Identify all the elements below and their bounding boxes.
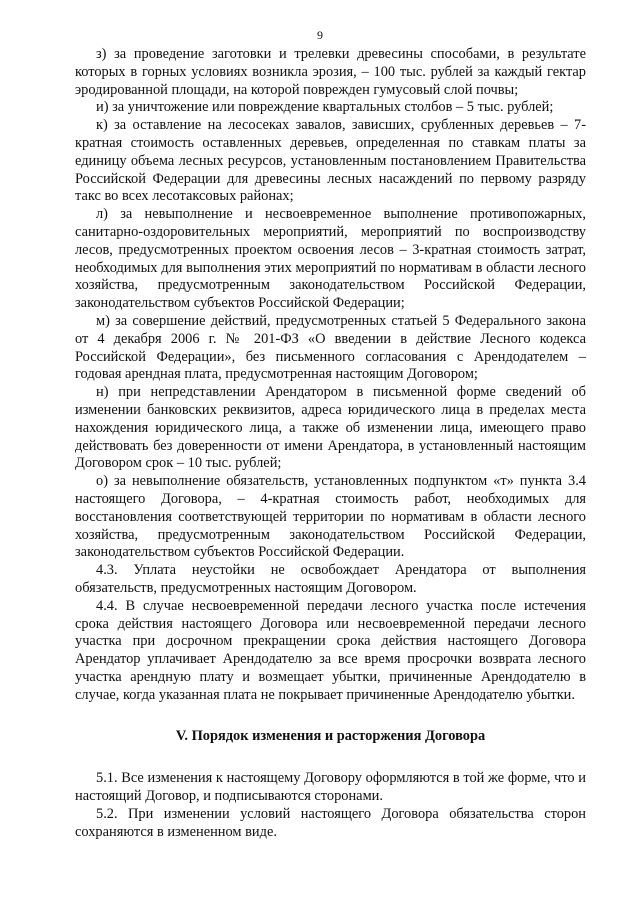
clause-z: з) за проведение заготовки и трелевки древесины способами, в результате которых в горных условиях возникла эрозия, – 100 тыс. рублей за каждый гектар эродированной площади, на которой поврежден гумусовый слой почвы; — [75, 46, 586, 98]
document-body — [75, 46, 586, 841]
clause-5-2: 5.2. При изменении условий настоящего Договора обязательства сторон сохраняются в измененном виде. — [75, 805, 586, 840]
clause-k: к) за оставление на лесосеках завалов, зависших, срубленных деревьев – 7-кратная стоимость оставленных деревьев, определенная по ставкам платы за единицу объема лесных ресурсов, установленным постановлением Правительства Российской Федерации для древесины лесных насаждений по первому разряду такс во всех лесотаксовых районах; — [75, 117, 586, 205]
page-number: 9 — [317, 28, 323, 42]
clause-o: о) за невыполнение обязательств, установленных подпунктом «т» пункта 3.4 настоящего Договора, – 4-кратная стоимость работ, необходимых для восстановления соответствующей территории по нормативам в области лесного хозяйства, предусмотренным законодательством Российской Федерации, законодательством субъектов Российской Федерации. — [75, 473, 586, 561]
section-title: V. Порядок изменения и расторжения Договора — [175, 728, 486, 745]
clause-i: и) за уничтожение или повреждение квартальных столбов – 5 тыс. рублей; — [96, 99, 554, 116]
clause-4-3: 4.3. Уплата неустойки не освобождает Арендатора от выполнения обязательств, предусмотренных настоящим Договором. — [75, 562, 586, 596]
clause-4-4: 4.4. В случае несвоевременной передачи лесного участка после истечения срока действия настоящего Договора или несвоевременной передачи лесного участка при досрочном прекращении срока действия настоящего Договора Арендатор уплачивает Арендодателю за все время просрочки возврата лесного участка арендную плату и возмещает убытки, причиненные Арендодателю в случае, когда указанная плата не покрывает причиненные Арендодателю убытки. — [75, 597, 586, 703]
clause-n: н) при непредставлении Арендатором в письменной форме сведений об изменении банковских реквизитов, адреса юридического лица в пределах места нахождения юридического лица, а также об изменении лица, имеющего право действовать без доверенности от имени Арендатора, в установленный настоящим Договором срок – 10 тыс. рублей; — [75, 384, 586, 472]
clause-5-1: 5.1. Все изменения к настоящему Договору оформляются в той же форме, что и настоящий Договор, и подписываются сторонами. — [75, 770, 586, 805]
clause-m: м) за совершение действий, предусмотренных статьей 5 Федерального закона от 4 декабря 2006 г. № 201-ФЗ «О введении в действие Лесного кодекса Российской Федерации», без письменного согласования с Арендодателем – годовая арендная плата, предусмотренная настоящим Договором; — [75, 312, 586, 383]
clause-l: л) за невыполнение и несвоевременное выполнение противопожарных, санитарно-оздоровительных мероприятий, мероприятий по воспроизводству лесов, предусмотренных проектом освоения лесов – 3-кратная стоимость затрат, необходимых для выполнения этих мероприятий по нормативам в области лесного хозяйства, предусмотренным законодательством Российской Федерации, законодательством субъектов Российской Федерации; — [75, 206, 586, 312]
